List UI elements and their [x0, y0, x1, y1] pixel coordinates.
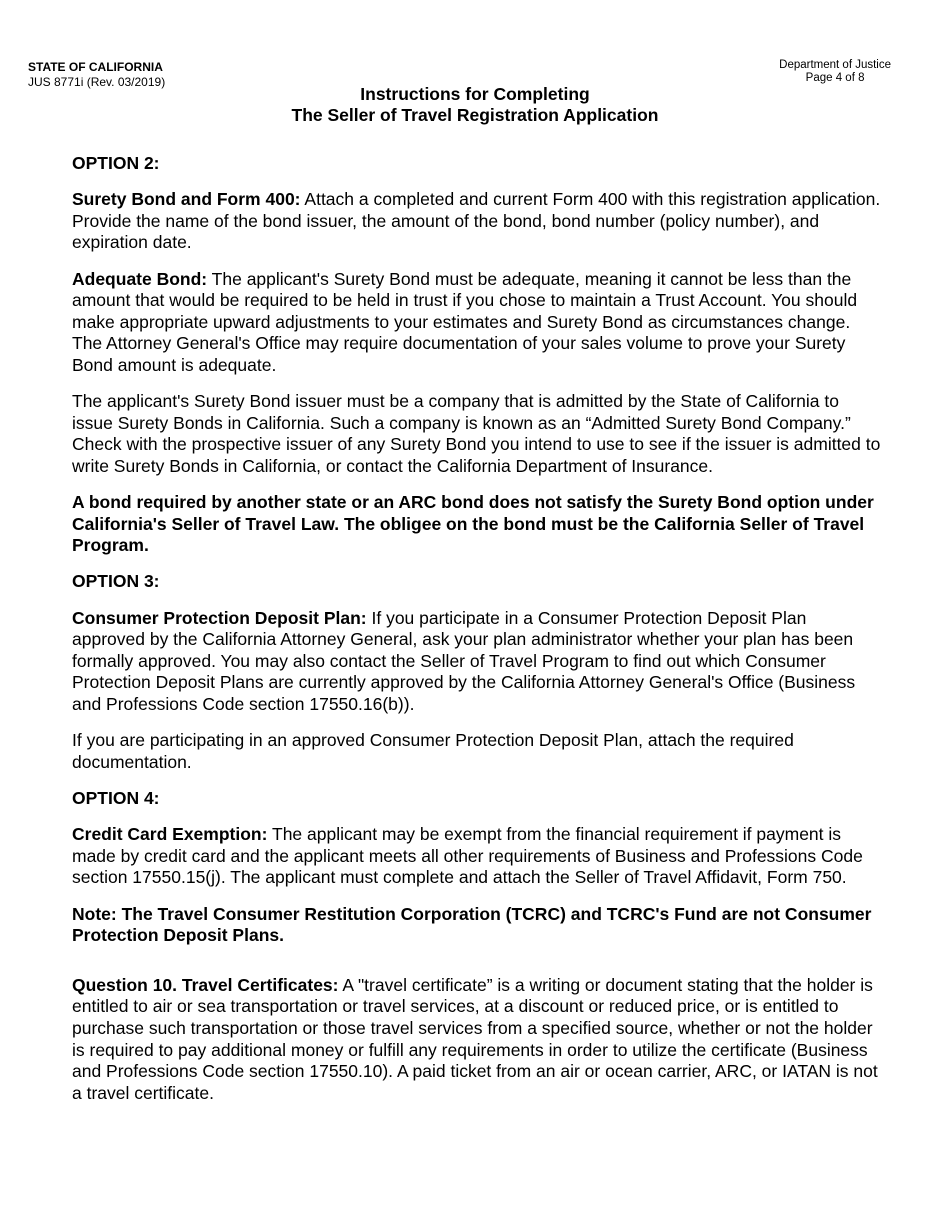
- surety-bond-label: Surety Bond and Form 400:: [72, 189, 301, 210]
- title-line-1: Instructions for Completing: [360, 84, 590, 104]
- document-title: [0, 84, 950, 126]
- surety-bond-paragraph: [72, 189, 882, 254]
- form-header-right: [779, 59, 891, 85]
- option-2-heading: OPTION 2:: [72, 153, 160, 173]
- tcrc-note-paragraph: Note: The Travel Consumer Restitution Corporation (TCRC) and TCRC's Fund are not Consumer Protection Deposit Plans.: [72, 903, 872, 946]
- credit-card-text: The applicant may be exempt from the financial requirement if payment is made by credit card and the applicant meets all other requirements of Business and Professions Code section 17550.15(j). The applicant must complete and attach the Seller of Travel Affidavit, Form 750.: [72, 824, 863, 888]
- deposit-plan-label: Consumer Protection Deposit Plan:: [72, 607, 367, 628]
- question-10-text: A "travel certificate” is a writing or document stating that the holder is entitled to air or sea transportation or travel services, at a discount or reduced price, or is entitled to purchase such transportation or those travel services from a specified source, whether or not the holder is required to pay additional money or fulfill any requirements in order to utilize the certificate (Business and Professions Code section 17550.10). A paid ticket from an air or ocean carrier, ARC, or IATAN is not a travel certificate.: [72, 974, 878, 1103]
- question-10-label: Question 10. Travel Certificates:: [72, 974, 339, 995]
- department-name: Department of Justice: [779, 59, 891, 71]
- deposit-plan-text: If you participate in a Consumer Protection Deposit Plan approved by the California Attorney General, ask your plan administrator whether your plan has been formally approved. You may also contact the Seller of Travel Program to find out which Consumer Protection Deposit Plans are currently approved by the California Attorney General's Office (Business and Professions Code section 17550.16(b)).: [72, 607, 856, 715]
- deposit-plan-paragraph: [72, 608, 882, 716]
- participating-paragraph: If you are participating in an approved Consumer Protection Deposit Plan, attach the required documentation.: [72, 730, 794, 772]
- adequate-bond-label: Adequate Bond:: [72, 268, 208, 289]
- surety-bond-text: Attach a completed and current Form 400 with this registration application. Provide the name of the bond issuer, the amount of the bond, bond number (policy number), and expiration date.: [72, 189, 881, 253]
- bond-warning-paragraph: A bond required by another state or an ARC bond does not satisfy the Surety Bond option under California's Seller of Travel Law. The obligee on the bond must be the California Seller of Travel Program.: [72, 492, 874, 556]
- bond-issuer-paragraph: The applicant's Surety Bond issuer must be a company that is admitted by the State of California to issue Surety Bonds in California. Such a company is known as an “Admitted Surety Bond Company.” Check with the prospective issuer of any Surety Bond you intend to use to see if the issuer is admitted to write Surety Bonds in California, or contact the California Department of Insurance.: [72, 391, 881, 476]
- credit-card-label: Credit Card Exemption:: [72, 824, 268, 845]
- title-line-2: The Seller of Travel Registration Application: [291, 105, 659, 125]
- adequate-bond-text: The applicant's Surety Bond must be adequate, meaning it cannot be less than the amount that would be required to be held in trust if you chose to maintain a Trust Account. You should make appropriate upward adjustments to your estimates and Surety Bond as circumstances change. The Attorney General's Office may require documentation of your sales volume to prove your Surety Bond amount is adequate.: [72, 268, 858, 375]
- page-number: Page 4 of 8: [805, 72, 865, 84]
- question-10-paragraph: [72, 975, 882, 1105]
- option-4-heading: OPTION 4:: [72, 788, 160, 808]
- adequate-bond-paragraph: [72, 269, 882, 377]
- option-3-heading: OPTION 3:: [72, 571, 160, 592]
- document-body: [72, 153, 882, 1119]
- form-id: JUS 8771i (Rev. 03/2019): [28, 75, 166, 89]
- credit-card-paragraph: [72, 824, 882, 889]
- agency-name: STATE OF CALIFORNIA: [28, 60, 163, 74]
